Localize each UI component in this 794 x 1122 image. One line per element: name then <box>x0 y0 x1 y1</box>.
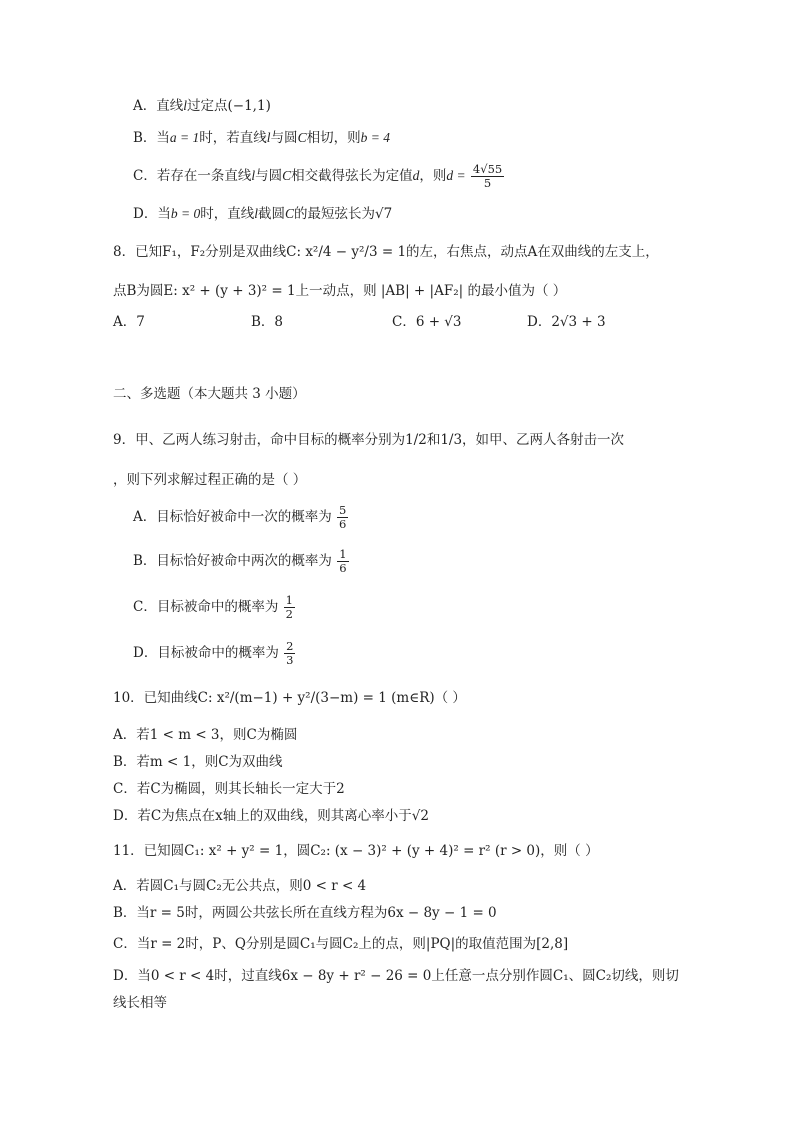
q7-option-c: C．若存在一条直线l与圆C相交截得弦长为定值d，则d = $\frac{4√55}{5}$ <box>133 162 503 190</box>
q11-option-c: C．当r = 2时，P、Q分别是圆C₁与圆C₂上的点，则|PQ|的取值范围为[2,8] <box>113 936 569 952</box>
q10-option-d: D．若C为焦点在x轴上的双曲线，则其离心率小于√2 <box>113 808 429 824</box>
fraction: $\frac{4√55}{5}$ <box>472 162 503 190</box>
q11-option-d-cont: 线长相等 <box>113 995 167 1011</box>
fraction: $\frac{5}{6}$ <box>339 503 347 531</box>
q8-stem-line2: 点B为圆E: x² + (y + 3)² = 1上一动点，则 |AB| + |AF₂| 的最小值为（ ） <box>113 283 567 299</box>
section-heading: 二、多选题（本大题共 3 小题） <box>113 386 306 402</box>
q9-option-d: D．目标被命中的概率为 $\frac{2}{3}$ <box>133 639 294 667</box>
q7-option-d: D．当b = 0时，直线l截圆C的最短弦长为√7 <box>133 206 393 222</box>
q7-option-a: A．直线l过定点(−1,1) <box>133 98 271 114</box>
q8-stem-line1: 8．已知F₁，F₂分别是双曲线C: x²/4 − y²/3 = 1的左，右焦点，动点A在双曲线的左支上， <box>113 244 659 260</box>
q10-option-a: A．若1 < m < 3，则C为椭圆 <box>113 727 298 743</box>
q8-option-a: A．7 <box>113 314 145 330</box>
q9-stem-line2: ，则下列求解过程正确的是（ ） <box>113 472 307 488</box>
q11-option-a: A．若圆C₁与圆C₂无公共点，则0 < r < 4 <box>113 878 367 894</box>
fraction: $\frac{1}{6}$ <box>339 547 347 575</box>
q8-option-d: D．2√3 + 3 <box>527 314 606 330</box>
q8-option-b: B．8 <box>251 314 284 330</box>
q9-option-c: C．目标被命中的概率为 $\frac{1}{2}$ <box>133 593 293 621</box>
q7-option-b: B．当a = 1时，若直线l与圆C相切，则b = 4 <box>133 130 390 146</box>
q10-stem: 10．已知曲线C: x²/(m−1) + y²/(3−m) = 1 (m∈R)（ ） <box>113 690 466 706</box>
q11-option-d: D．当0 < r < 4时，过直线6x − 8y + r² − 26 = 0上任意一点分别作圆C₁、圆C₂切线，则切 <box>113 968 679 984</box>
fraction: $\frac{2}{3}$ <box>286 639 294 667</box>
q9-option-a: A．目标恰好被命中一次的概率为 $\frac{5}{6}$ <box>133 503 347 531</box>
q10-option-c: C．若C为椭圆，则其长轴长一定大于2 <box>113 781 345 797</box>
fraction: $\frac{1}{2}$ <box>285 593 293 621</box>
q10-option-b: B．若m < 1，则C为双曲线 <box>113 754 283 770</box>
q8-option-c: C．6 + √3 <box>392 314 462 330</box>
q11-stem: 11．已知圆C₁: x² + y² = 1，圆C₂: (x − 3)² + (y + 4)² = r² (r > 0)，则（ ） <box>113 843 599 859</box>
q9-option-b: B．目标恰好被命中两次的概率为 $\frac{1}{6}$ <box>133 547 347 575</box>
q11-option-b: B．当r = 5时，两圆公共弦长所在直线方程为6x − 8y − 1 = 0 <box>113 905 497 921</box>
q9-stem-line1: 9．甲、乙两人练习射击，命中目标的概率分别为1/2和1/3，如甲、乙两人各射击一次 <box>113 432 625 448</box>
